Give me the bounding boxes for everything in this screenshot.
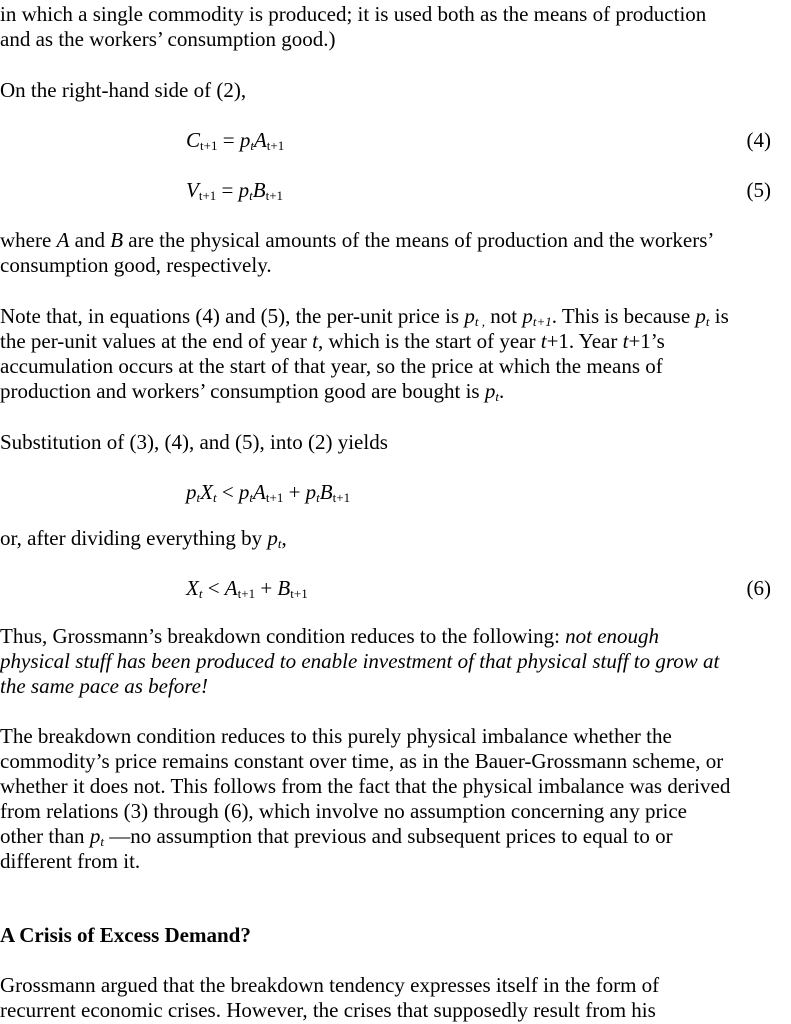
inequality: $p_tX_t < p_tA_{t+1} + p_tB_{t+1}$	[186, 480, 351, 505]
equation-number: (5)	[746, 178, 771, 202]
paragraph-line: physical stuff has been produced to enable investment of that physical stuff to grow at	[0, 649, 720, 673]
paragraph-line: whether it does not. This follows from the fact that the physical imbalance was derived	[0, 774, 731, 798]
paragraph-line: commodity’s price remains constant over time, as in the Bauer-Grossmann scheme, or	[0, 749, 724, 773]
paragraph-line: different from it.	[0, 849, 141, 873]
paragraph-line: consumption good, respectively.	[0, 253, 272, 277]
paragraph-line: and as the workers’ consumption good.)	[0, 27, 336, 51]
equation-number: (4)	[746, 128, 771, 152]
paragraph-line: in which a single commodity is produced; it is used both as the means of production	[0, 2, 707, 26]
equation-number: (6)	[746, 576, 771, 600]
paragraph-line: other than $p_t$ —no assumption that previous and subsequent prices to equal to or	[0, 824, 673, 849]
paragraph-line: where A and B are the physical amounts of the means of production and the workers’	[0, 228, 715, 252]
paragraph-line: the per-unit values at the end of year t, which is the start of year t+1. Year t+1’s	[0, 329, 665, 353]
paragraph-line: Grossmann argued that the breakdown tendency expresses itself in the form of	[0, 973, 660, 997]
paragraph-line: or, after dividing everything by $p_t$,	[0, 526, 287, 551]
paragraph-line: On the right-hand side of (2),	[0, 78, 247, 102]
paragraph-line: from relations (3) through (6), which involve no assumption concerning any price	[0, 799, 687, 823]
paragraph-line: accumulation occurs at the start of that year, so the price at which the means of	[0, 354, 663, 378]
equation-6: $X_t < A_{t+1} + B_{t+1}$	[186, 576, 308, 601]
paragraph-line: production and workers’ consumption good are bought is $p_t$.	[0, 379, 505, 404]
paragraph-line: Thus, Grossmann’s breakdown condition reduces to the following: not enough	[0, 624, 660, 648]
paragraph-line: the same pace as before!	[0, 674, 208, 698]
paragraph-line: Note that, in equations (4) and (5), the per-unit price is $p_{t ,}$ not $p_{t+1}$. This is because $p_t$ is	[0, 304, 729, 329]
section-heading: A Crisis of Excess Demand?	[0, 923, 251, 947]
paragraph-line: recurrent economic crises. However, the crises that supposedly result from his	[0, 998, 656, 1022]
equation-5: $V_{t+1} = p_tB_{t+1}$	[186, 178, 284, 203]
equation-4: $C_{t+1} = p_tA_{t+1}$	[186, 128, 285, 153]
paragraph-line: Substitution of (3), (4), and (5), into (2) yields	[0, 430, 388, 454]
paragraph-line: The breakdown condition reduces to this purely physical imbalance whether the	[0, 724, 672, 748]
